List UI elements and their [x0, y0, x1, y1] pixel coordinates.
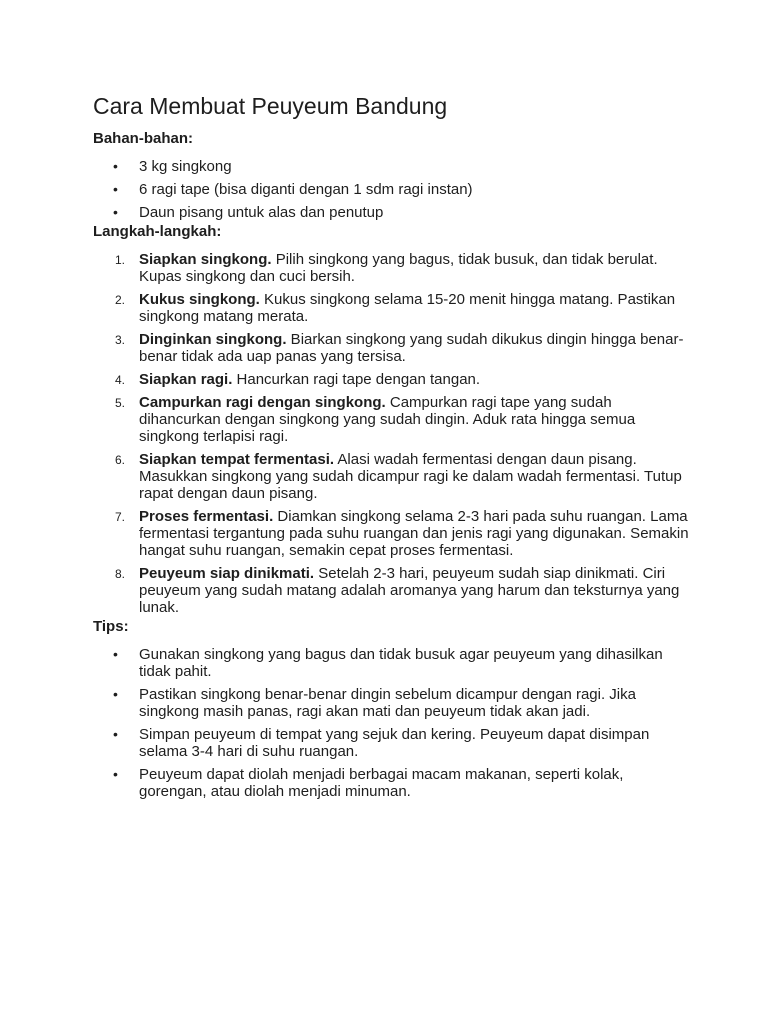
page-title: Cara Membuat Peuyeum Bandung [93, 93, 448, 119]
tip-text: Gunakan singkong yang bagus dan tidak busuk agar peuyeum yang dihasilkan tidak pahit. [139, 646, 663, 680]
step-item [93, 451, 693, 502]
step-title: Kukus singkong. [139, 291, 260, 308]
steps-list [93, 251, 693, 616]
step-number: 1. [115, 253, 126, 267]
step-text: Setelah 2-3 hari, peuyeum sudah siap dinikmati. Ciri peuyeum yang sudah matang adalah aromanya yang harum dan teksturnya yang lunak. [139, 565, 680, 616]
step-title: Campurkan ragi dengan singkong. [139, 394, 386, 411]
bullet-icon: • [113, 181, 118, 197]
step-item [93, 291, 693, 325]
step-title: Siapkan singkong. [139, 251, 272, 268]
bahan-item [93, 181, 693, 198]
step-text: Alasi wadah fermentasi dengan daun pisang. Masukkan singkong yang sudah dicampur ragi ke dalam wadah fermentasi. Tutup rapat dengan daun pisang. [139, 451, 682, 502]
step-text: Campurkan ragi tape yang sudah dihancurkan dengan singkong yang sudah dingin. Aduk rata hingga semua singkong terlapisi ragi. [139, 394, 636, 445]
tips-list [93, 646, 693, 800]
step-item [93, 565, 693, 616]
step-number: 4. [115, 373, 126, 387]
step-text: Diamkan singkong selama 2-3 hari pada suhu ruangan. Lama fermentasi tergantung pada suhu ruangan dan jenis ragi yang digunakan. Semakin hangat suhu ruangan, semakin cepat proses fermentasi. [139, 508, 689, 559]
step-item [93, 251, 693, 285]
bullet-icon: • [113, 766, 118, 782]
step-number: 8. [115, 567, 126, 581]
document-page [93, 89, 693, 806]
step-title: Siapkan ragi. [139, 371, 233, 388]
bahan-heading: Bahan-bahan: [93, 130, 194, 147]
bahan-item-text: 6 ragi tape (bisa diganti dengan 1 sdm ragi instan) [139, 181, 473, 198]
bullet-icon: • [113, 646, 118, 662]
tip-item [93, 646, 693, 680]
step-text: Kukus singkong selama 15-20 menit hingga matang. Pastikan singkong matang merata. [139, 291, 676, 325]
bullet-icon: • [113, 686, 118, 702]
step-number: 5. [115, 396, 126, 410]
step-item [93, 371, 693, 388]
step-number: 7. [115, 510, 126, 524]
step-item [93, 508, 693, 559]
bahan-item-text: 3 kg singkong [139, 158, 232, 175]
tip-item [93, 686, 693, 720]
step-item [93, 331, 693, 365]
step-text: Pilih singkong yang bagus, tidak busuk, dan tidak berulat. Kupas singkong dan cuci bersih. [139, 251, 658, 285]
bullet-icon: • [113, 158, 118, 174]
bahan-item [93, 204, 693, 221]
bahan-list [93, 158, 693, 221]
step-title: Dinginkan singkong. [139, 331, 287, 348]
step-number: 3. [115, 333, 126, 347]
tip-text: Simpan peuyeum di tempat yang sejuk dan kering. Peuyeum dapat disimpan selama 3-4 hari di suhu ruangan. [139, 726, 650, 760]
step-title: Peuyeum siap dinikmati. [139, 565, 315, 582]
bahan-item [93, 158, 693, 175]
step-number: 2. [115, 293, 126, 307]
step-text: Biarkan singkong yang sudah dikukus dingin hingga benar-benar tidak ada uap panas yang tersisa. [139, 331, 684, 365]
step-text: Hancurkan ragi tape dengan tangan. [232, 371, 481, 388]
step-title: Proses fermentasi. [139, 508, 274, 525]
tip-text: Pastikan singkong benar-benar dingin sebelum dicampur dengan ragi. Jika singkong masih panas, ragi akan mati dan peuyeum tidak akan jadi. [139, 686, 636, 720]
step-number: 6. [115, 453, 126, 467]
langkah-heading: Langkah-langkah: [93, 223, 222, 240]
step-title: Siapkan tempat fermentasi. [139, 451, 335, 468]
tip-text: Peuyeum dapat diolah menjadi berbagai macam makanan, seperti kolak, gorengan, atau diolah menjadi minuman. [139, 766, 624, 800]
step-item [93, 394, 693, 445]
tip-item [93, 766, 693, 800]
bahan-item-text: Daun pisang untuk alas dan penutup [139, 204, 384, 221]
tips-heading: Tips: [93, 618, 129, 635]
bullet-icon: • [113, 726, 118, 742]
bullet-icon: • [113, 204, 118, 220]
tip-item [93, 726, 693, 760]
